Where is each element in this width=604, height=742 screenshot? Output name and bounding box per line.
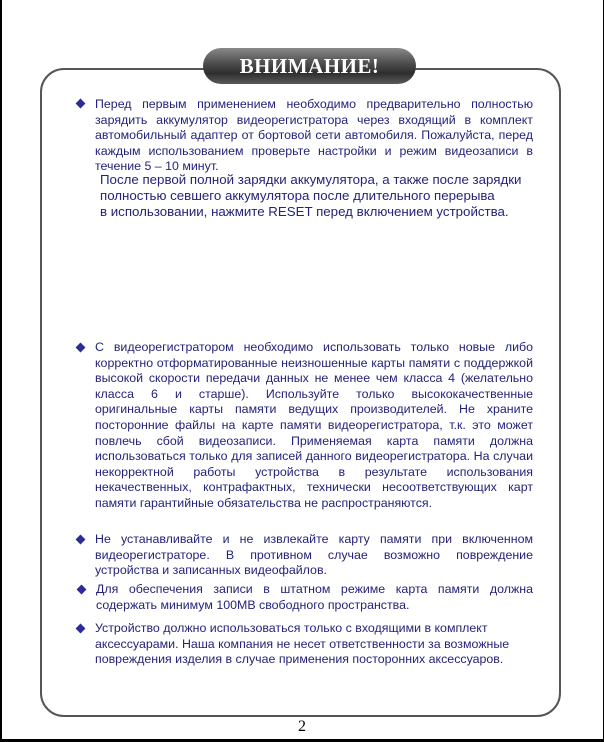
warning-text: Для обеспечения записи в штатном режиме карта памяти должна содержать минимум 100MB свободного пространства. — [96, 582, 533, 612]
warning-title-banner — [203, 48, 416, 84]
note-line: После первой полной зарядки аккумулятора, а также после зарядки — [100, 172, 522, 187]
note-line: в использовании, нажмите RESET перед включением устройства. — [100, 204, 509, 219]
page-number: 2 — [298, 718, 306, 735]
warning-item-charge — [95, 97, 533, 175]
warning-item-memory-card — [95, 340, 533, 512]
warning-item-accessories — [95, 621, 533, 668]
note-line: полностью севшего аккумулятора после длительного перерыва — [100, 188, 495, 203]
warning-text: С видеорегистратором необходимо использовать только новые либо корректно отформатированные неизношенные карты памяти с поддержкой высокой скорости передачи данных не менее чем класса 4 (желательно класса 6 и старше). Используйте только высококачественные оригинальные карты памяти ведущих производителей. Не храните посторонние файлы на карте памяти видеорегистратора, т.к. это может повлечь сбой видеозаписи. Применяемая карта памяти должна использоваться только для записей данного видеорегистратора. На случаи некорректной работы устройства в результате использования некачественных, контрафактных, технически несоответствующих карт памяти гарантийные обязательства не распространяются. — [95, 340, 533, 510]
warning-item-insert-card — [95, 532, 533, 579]
warning-text: Не устанавливайте и не извлекайте карту памяти при включенном видеорегистраторе. В противном случае возможно повреждение устройства и записанных видеофайлов. — [95, 532, 533, 578]
warning-item-free-space — [96, 582, 533, 613]
warning-text: Устройство должно использоваться только с входящими в комплект аксессуарами. Наша компания не несет ответственности за возможные повреждения изделия в случае применения посторонних аксессуаров. — [95, 621, 510, 667]
warning-text: Перед первым применением необходимо предварительно полностью зарядить аккумулятор видеорегистратора через входящий в комплект автомобильный адаптер от бортовой сети автомобиля. Пожалуйста, перед каждым использованием проверьте настройки и режим видеозаписи в течение 5 – 10 минут. — [95, 97, 533, 174]
reset-note — [100, 172, 540, 220]
page-title: ВНИМАНИЕ! — [239, 53, 380, 78]
